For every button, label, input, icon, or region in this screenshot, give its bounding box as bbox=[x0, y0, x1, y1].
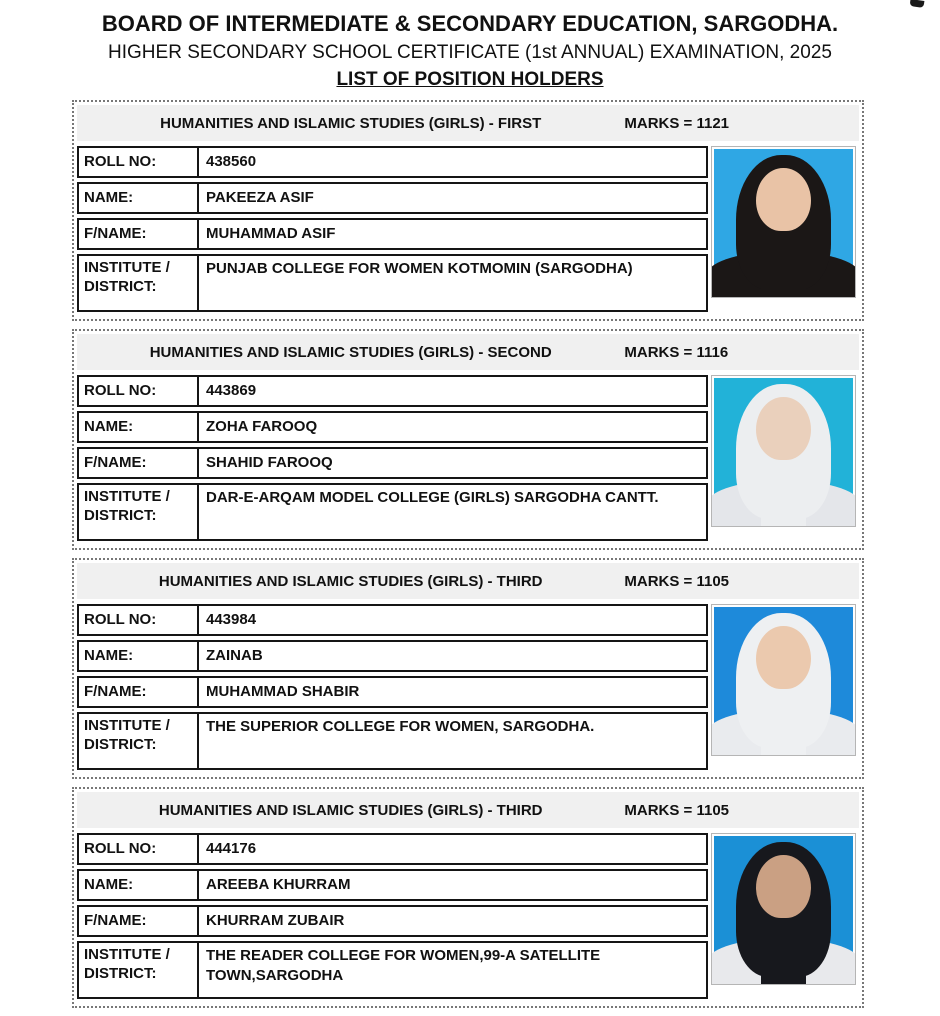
photo-face-shape bbox=[756, 855, 810, 918]
rollno-value: 444176 bbox=[206, 840, 257, 858]
rollno-value: 438560 bbox=[206, 153, 257, 171]
list-title: LIST OF POSITION HOLDERS bbox=[336, 68, 604, 90]
name-value: AREEBA KHURRAM bbox=[206, 876, 351, 894]
name-label: NAME: bbox=[79, 184, 199, 212]
position-card-second bbox=[72, 329, 864, 550]
section-header bbox=[77, 105, 859, 141]
rollno-label: ROLL NO: bbox=[79, 377, 199, 405]
photo-drape-shape bbox=[761, 230, 807, 299]
section-header bbox=[77, 334, 859, 370]
fname-value: SHAHID FAROOQ bbox=[206, 454, 333, 472]
position-holder-sections bbox=[72, 100, 864, 1016]
section-header bbox=[77, 563, 859, 599]
name-value: PAKEEZA ASIF bbox=[206, 189, 314, 207]
institute-label-line1: INSTITUTE / bbox=[84, 488, 170, 505]
student-table bbox=[77, 146, 708, 312]
rollno-label: ROLL NO: bbox=[79, 148, 199, 176]
table-row-fname bbox=[77, 905, 708, 937]
fname-value: MUHAMMAD SHABIR bbox=[206, 683, 360, 701]
name-label: NAME: bbox=[79, 871, 199, 899]
student-photo bbox=[711, 146, 856, 298]
table-row-fname bbox=[77, 447, 708, 479]
student-photo bbox=[711, 833, 856, 985]
student-table bbox=[77, 375, 708, 541]
table-row-fname bbox=[77, 218, 708, 250]
institute-label bbox=[79, 714, 199, 768]
photo-face-shape bbox=[756, 397, 810, 460]
fname-label: F/NAME: bbox=[79, 907, 199, 935]
institute-value: DAR-E-ARQAM MODEL COLLEGE (GIRLS) SARGODHA CANTT. bbox=[206, 489, 659, 506]
institute-label bbox=[79, 256, 199, 310]
institute-value: THE READER COLLEGE FOR WOMEN,99-A SATELLITE TOWN,SARGODHA bbox=[206, 947, 601, 984]
institute-label-line1: INSTITUTE / bbox=[84, 717, 170, 734]
table-row-institute bbox=[77, 941, 708, 999]
section-title: HUMANITIES AND ISLAMIC STUDIES (GIRLS) - FIRST bbox=[160, 114, 542, 132]
position-card-third-b bbox=[72, 787, 864, 1008]
marks-value: MARKS = 1105 bbox=[624, 572, 730, 590]
institute-label-line1: INSTITUTE / bbox=[84, 259, 170, 276]
table-row-rollno bbox=[77, 604, 708, 636]
name-value: ZOHA FAROOQ bbox=[206, 418, 318, 436]
table-row-institute bbox=[77, 712, 708, 770]
table-row-name bbox=[77, 640, 708, 672]
photo-drape-shape bbox=[761, 459, 807, 528]
board-title: BOARD OF INTERMEDIATE & SECONDARY EDUCATION, SARGODHA. bbox=[101, 11, 839, 36]
photo-face-shape bbox=[756, 626, 810, 689]
institute-value: THE SUPERIOR COLLEGE FOR WOMEN, SARGODHA. bbox=[206, 718, 595, 735]
table-row-name bbox=[77, 182, 708, 214]
institute-label-line2: DISTRICT: bbox=[84, 277, 157, 295]
institute-label bbox=[79, 943, 199, 997]
table-row-fname bbox=[77, 676, 708, 708]
institute-label-line2: DISTRICT: bbox=[84, 735, 157, 753]
fname-label: F/NAME: bbox=[79, 678, 199, 706]
photo-face-shape bbox=[756, 168, 810, 231]
student-photo bbox=[711, 375, 856, 527]
section-title: HUMANITIES AND ISLAMIC STUDIES (GIRLS) - SECOND bbox=[149, 343, 552, 361]
section-title: HUMANITIES AND ISLAMIC STUDIES (GIRLS) - THIRD bbox=[158, 572, 543, 590]
institute-label-line1: INSTITUTE / bbox=[84, 946, 170, 963]
exam-subtitle: HIGHER SECONDARY SCHOOL CERTIFICATE (1st ANNUAL) EXAMINATION, 2025 bbox=[108, 41, 832, 63]
institute-value: PUNJAB COLLEGE FOR WOMEN KOTMOMIN (SARGODHA) bbox=[206, 260, 633, 277]
marks-value: MARKS = 1116 bbox=[624, 343, 729, 361]
photo-drape-shape bbox=[761, 688, 807, 757]
section-header bbox=[77, 792, 859, 828]
rollno-value: 443984 bbox=[206, 611, 257, 629]
rollno-value: 443869 bbox=[206, 382, 257, 400]
position-card-third-a bbox=[72, 558, 864, 779]
institute-label-line2: DISTRICT: bbox=[84, 964, 157, 982]
page-header bbox=[0, 0, 940, 93]
institute-label-line2: DISTRICT: bbox=[84, 506, 157, 524]
fname-value: MUHAMMAD ASIF bbox=[206, 225, 336, 243]
marks-value: MARKS = 1105 bbox=[624, 801, 730, 819]
table-row-name bbox=[77, 869, 708, 901]
marks-value: MARKS = 1121 bbox=[624, 114, 730, 132]
table-row-institute bbox=[77, 254, 708, 312]
table-row-rollno bbox=[77, 146, 708, 178]
student-table bbox=[77, 833, 708, 999]
fname-label: F/NAME: bbox=[79, 449, 199, 477]
name-label: NAME: bbox=[79, 642, 199, 670]
name-label: NAME: bbox=[79, 413, 199, 441]
fname-label: F/NAME: bbox=[79, 220, 199, 248]
table-row-name bbox=[77, 411, 708, 443]
section-title: HUMANITIES AND ISLAMIC STUDIES (GIRLS) - THIRD bbox=[158, 801, 543, 819]
fname-value: KHURRAM ZUBAIR bbox=[206, 912, 345, 930]
photo-drape-shape bbox=[761, 917, 807, 986]
institute-label bbox=[79, 485, 199, 539]
rollno-label: ROLL NO: bbox=[79, 835, 199, 863]
name-value: ZAINAB bbox=[206, 647, 263, 665]
student-table bbox=[77, 604, 708, 770]
table-row-rollno bbox=[77, 833, 708, 865]
table-row-institute bbox=[77, 483, 708, 541]
position-card-first bbox=[72, 100, 864, 321]
rollno-label: ROLL NO: bbox=[79, 606, 199, 634]
table-row-rollno bbox=[77, 375, 708, 407]
student-photo bbox=[711, 604, 856, 756]
